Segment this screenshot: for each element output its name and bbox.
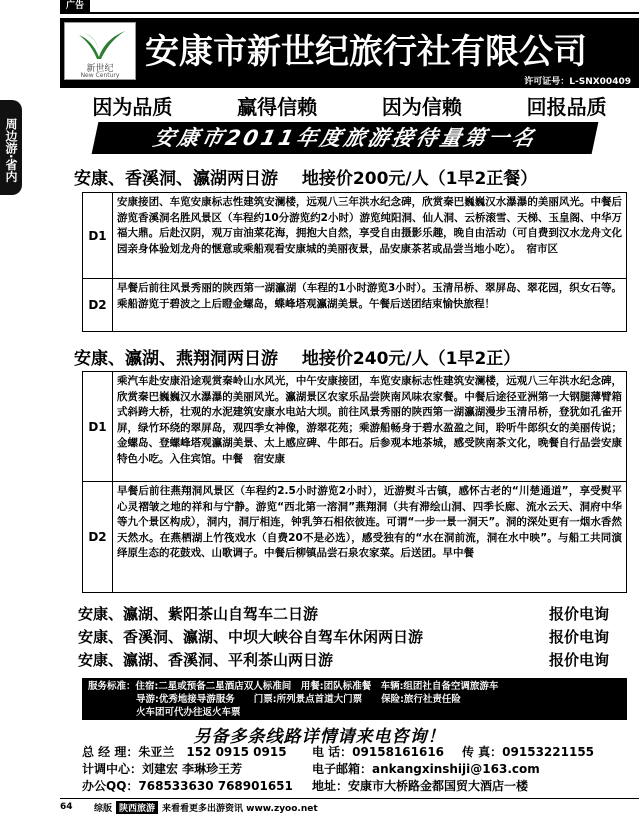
list-item (78, 602, 609, 625)
day-description: 乘汽车赴安康沿途观赏秦岭山水风光，中午安康接团，车览安康标志性建筑安澜楼，远观八三年洪水纪念碑，欣赏秦巴巍巍汉水瀑瀑的美丽风光。瀛湖景区农家乐品尝陕南风味农家餐。中餐后途径亚洲第一大钢腿薄臂箱式斜跨大桥，壮观的水泥建筑安康水电站大坝。前往风景秀丽的陕西第一湖瀛湖漫步玉清吊桥，登犹如孔雀开屏，绿竹环绕的翠屏岛，观四季女神像，游翠花苑；乘游船畅身于碧水盈盈之间，聆听牛郎织女的美丽传说；金螺岛、登螺峰塔观瀛湖美景、太上感应碑、牛郎石。后参观本地茶城，感受陕南茶文化，晚餐自行品尝安康特色小吃。入住宾馆。中餐 宿安康 (117, 375, 622, 465)
service-line: 导游:优秀地接导游服务 门票:所列景点首道大门票 保险:旅行社责任险 (136, 694, 461, 705)
contact-address: 地址：安康市大桥路金都国贸大酒店一楼 (312, 779, 529, 793)
service-line: 服务标准：住宿:二星或预备二星酒店双人标准间 用餐:团队标准餐 车辆:组团社自备空调旅游车 (88, 681, 499, 692)
logo-chinese-text: 新世纪 (86, 64, 114, 74)
tour-title (74, 164, 635, 189)
page-footer (60, 800, 639, 814)
itinerary-table (82, 192, 627, 332)
company-name: 安康市新世纪旅行社有限公司 (145, 32, 587, 72)
contact-phone: 电 话：09158161616 (312, 745, 445, 759)
service-standards (82, 678, 627, 720)
extra-tour-price: 报价电询 (548, 628, 609, 646)
ad-tag: 广告 (60, 0, 90, 13)
itinerary-row (83, 482, 626, 592)
extra-tour-list (78, 602, 609, 671)
contact-row (82, 778, 625, 795)
extra-tour-price: 报价电询 (548, 605, 609, 623)
contact-email: 电子邮箱：ankangxinshiji@163.com (312, 762, 540, 776)
page-number: 64 (60, 802, 73, 812)
ranking-banner: 安康市2011年度旅游接待量第一名 (92, 122, 599, 154)
top-rule (60, 12, 639, 14)
itinerary-table (82, 371, 627, 593)
company-logo (64, 22, 136, 80)
contact-row (82, 744, 625, 761)
extra-tour-name: 安康、香溪洞、瀛湖、中坝大峡谷自驾车休闲两日游 (78, 628, 424, 646)
extra-tour-price: 报价电询 (548, 651, 609, 669)
slogan-part: 回报品质 (526, 94, 607, 119)
footer-rule (60, 798, 639, 799)
contact-qq: 办公QQ：768533630 768901651 (82, 779, 293, 793)
day-label: D2 (83, 279, 113, 331)
day-label: D2 (83, 482, 113, 592)
day-description: 早餐后前往燕翔洞风景区（车程约2.5小时游览2小时），近游熨斗古镇，感怀古老的“川楚通道”，享受熨平心灵褶皱之地的祥和与宁静。游览“西北第一溶洞”燕翔洞（共有滞绘山洞、四季长廊、流水云天、洞府中华等九个景区构成），洞内，洞厅相连，钟乳笋石相依彼连。可谓“一步一景一洞天”。洞的深处更有一烟水香然天然水。在燕栖湖上竹筏戏水（自费20不是必选），感受独有的“水在洞前流，洞在水中映”。与船工共同演绎原生态的花鼓戏、山歌调子。中餐后柳镇品尝石泉农家菜。后送团。早中餐 (117, 485, 622, 559)
itinerary-row (83, 279, 626, 331)
tour-price: 地接价200元/人（1早2正餐） (301, 169, 538, 189)
day-label: D1 (83, 372, 113, 481)
day-label: D1 (83, 193, 113, 278)
itinerary-row (83, 372, 626, 482)
license-number: 许可证号：L-SNX00409 (524, 77, 631, 87)
day-description: 安康接团、车览安康标志性建筑安澜楼，远观八三年洪水纪念碑，欣赏秦巴巍巍汉水瀑瀑的美丽风光。中餐后游览香溪洞名胜风景区（车程约10分游览约2小时）游览纯阳洞、仙人洞、云桥滚雪、天梯、玉皇阁、中华万福大鼎。后赴汉阴，观万亩油菜花海，拥抱大自然，享受自由摄影乐趣，晚自由活动（可自费到汉水龙舟文化园亲身体验划龙舟的惬意或乘船观看安康城的美丽夜景，品安康茶茗或品尝当地小吃）。 宿市区 (117, 196, 622, 255)
edition-label: 综版 (94, 803, 113, 814)
contact-fax: 传 真：09153221155 (462, 745, 595, 759)
footer-brand: 陕西旅游 (116, 801, 158, 814)
extra-tour-name: 安康、瀛湖、紫阳茶山自驾车二日游 (78, 605, 319, 623)
extra-tour-name: 安康、瀛湖、香溪洞、平利茶山两日游 (78, 651, 334, 669)
contact-row (82, 761, 625, 778)
slogan-part: 因为信赖 (381, 94, 462, 119)
contact-planning: 计调中心：刘建宏 李琳珍王芳 (82, 762, 243, 776)
slogan-part: 因为品质 (92, 94, 173, 119)
list-item (78, 625, 609, 648)
tour-price: 地接价240元/人（1早2正） (301, 349, 521, 369)
logo-english-text: New Century (80, 72, 120, 79)
service-line: 火车团可代办往返火车票 (136, 707, 241, 718)
contact-manager: 总 经 理：朱亚兰 152 0915 0915 (82, 745, 287, 759)
tour-title (74, 344, 635, 369)
contact-info (82, 744, 625, 795)
tour-name: 安康、香溪洞、瀛湖两日游 (74, 169, 278, 189)
tour-name: 安康、瀛湖、燕翔洞两日游 (74, 349, 278, 369)
bird-logo-icon (75, 29, 127, 61)
side-tab: 周边游·省内 (0, 100, 22, 195)
slogan-part: 赢得信赖 (237, 94, 318, 119)
list-item (78, 648, 609, 671)
itinerary-row (83, 193, 626, 279)
footer-tagline: 来看看更多出游资讯 www.zyoo.net (162, 803, 318, 814)
slogan (60, 92, 639, 118)
day-description: 早餐后前往风景秀丽的陕西第一湖瀛湖（车程的1小时游览3小时）。玉清吊桥、翠屏岛、翠花园，织女石等。乘船游览于碧波之上后瞪金螺岛，蝶峰塔观瀛湖美景。午餐后送团结束愉快旅程！ (117, 282, 622, 310)
hotline-text: 另备多条线路详情请来电咨询！ (193, 727, 446, 747)
